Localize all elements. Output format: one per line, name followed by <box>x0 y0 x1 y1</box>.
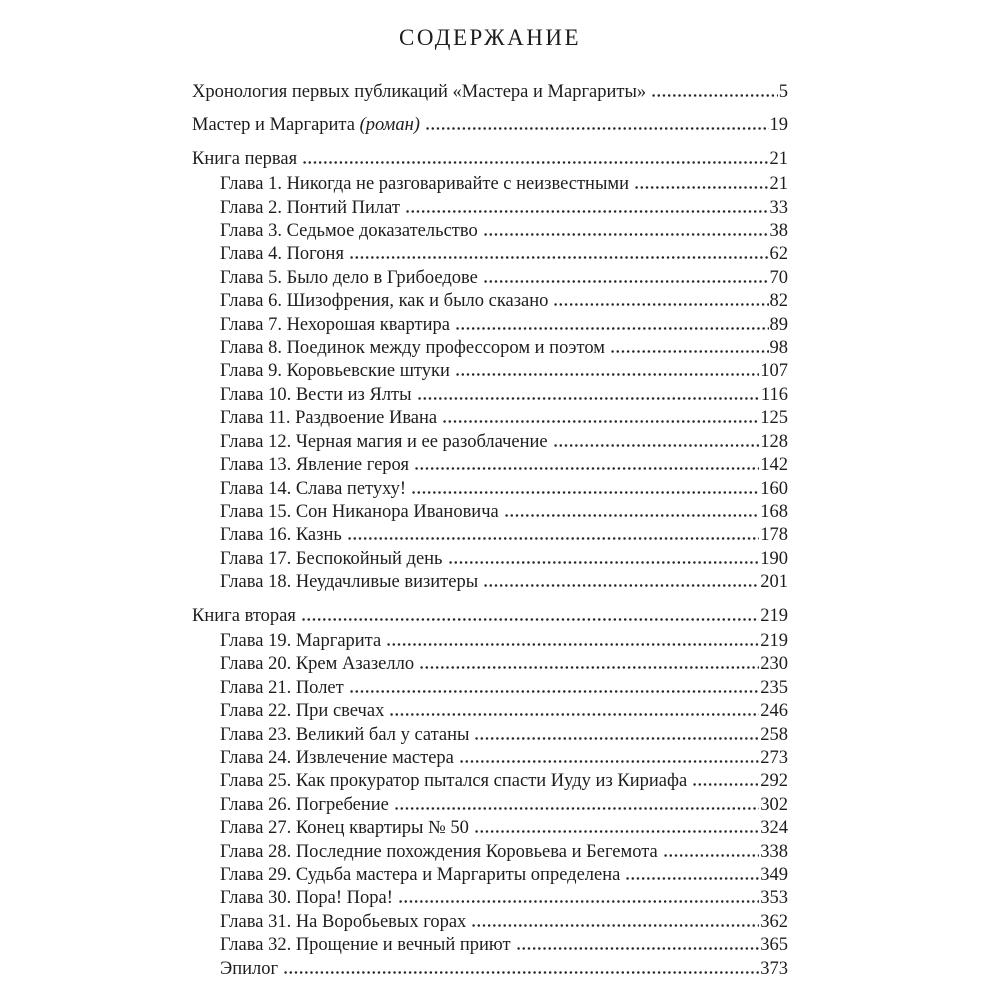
entry-title: Глава 11. Раздвоение Ивана <box>220 408 438 429</box>
entry-title: Глава 5. Было дело в Грибоедове <box>220 267 478 288</box>
toc-chapter-entry <box>192 220 788 243</box>
dot-leader <box>553 444 760 447</box>
entry-page-number: 107 <box>760 361 788 382</box>
toc-chapter-entry <box>192 911 788 934</box>
entry-page-number: 70 <box>769 267 788 288</box>
toc-chapter-entry <box>192 548 788 571</box>
entry-page-number: 292 <box>760 771 788 792</box>
entry-page-number: 82 <box>769 291 788 312</box>
entry-title: Глава 19. Маргарита <box>220 630 382 651</box>
toc-chapter-entry <box>192 524 788 547</box>
dot-leader <box>610 350 769 353</box>
dot-leader <box>389 713 759 716</box>
toc-chapter-entry <box>192 267 788 290</box>
entry-title: Глава 12. Черная магия и ее разоблачение <box>220 431 548 452</box>
toc-chapter-entry <box>192 841 788 864</box>
entry-page-number: 21 <box>769 174 788 195</box>
toc-section-entry <box>192 148 788 171</box>
entry-page-number: 353 <box>760 888 788 909</box>
entry-title: Мастер и Маргарита (роман) <box>192 115 420 136</box>
entry-page-number: 21 <box>769 148 788 169</box>
entry-page-number: 38 <box>769 221 788 242</box>
entry-title: Глава 3. Седьмое доказательство <box>220 221 478 242</box>
toc-chapter-entry <box>192 314 788 337</box>
dot-leader <box>692 783 759 786</box>
entry-title: Глава 27. Конец квартиры № 50 <box>220 818 469 839</box>
entry-title: Глава 10. Вести из Ялты <box>220 384 412 405</box>
entry-title: Глава 18. Неудачливые визитеры <box>220 572 479 593</box>
dot-leader <box>442 420 759 423</box>
entry-title: Глава 2. Понтий Пилат <box>220 197 400 218</box>
dot-leader <box>417 397 760 400</box>
dot-leader <box>553 303 768 306</box>
toc-chapter-entry <box>192 431 788 454</box>
entry-page-number: 273 <box>760 747 788 768</box>
toc-chapter-entry <box>192 770 788 793</box>
toc-chapter-entry <box>192 747 788 770</box>
dot-leader <box>625 877 759 880</box>
entry-title: Глава 22. При свечах <box>220 701 385 722</box>
entry-page-number: 349 <box>760 865 788 885</box>
toc-chapter-entry <box>192 958 788 981</box>
dot-leader <box>301 618 759 621</box>
dot-leader <box>283 971 759 974</box>
entry-page-number: 98 <box>769 338 788 359</box>
entry-page-number: 142 <box>760 455 788 476</box>
entry-title: Глава 21. Полет <box>220 677 344 698</box>
entry-title: Глава 15. Сон Никанора Ивановича <box>220 501 499 522</box>
toc-chapter-entry <box>192 454 788 477</box>
dot-leader <box>349 690 760 693</box>
dot-leader <box>448 561 760 564</box>
dot-leader <box>386 643 759 646</box>
toc-section-entry <box>192 114 788 137</box>
dot-leader <box>394 807 759 810</box>
entry-page-number: 258 <box>760 724 788 745</box>
entry-page-number: 201 <box>760 572 788 593</box>
entry-page-number: 62 <box>769 244 788 265</box>
entry-page-number: 178 <box>760 525 788 546</box>
dot-leader <box>347 537 759 540</box>
dot-leader <box>398 900 759 903</box>
toc-chapter-entry <box>192 887 788 910</box>
entry-page-number: 33 <box>769 197 788 218</box>
toc-section-entry <box>192 81 788 104</box>
entry-title: Глава 20. Крем Азазелло <box>220 654 415 675</box>
dot-leader <box>474 830 759 833</box>
toc-chapter-entry <box>192 700 788 723</box>
toc-chapter-entry <box>192 407 788 430</box>
toc-chapter-entry <box>192 501 788 524</box>
entry-page-number: 190 <box>760 548 788 569</box>
dot-leader <box>634 186 769 189</box>
entry-title: Глава 6. Шизофрения, как и было сказано <box>220 291 549 312</box>
dot-leader <box>483 280 769 283</box>
toc-chapter-entry <box>192 290 788 313</box>
entry-title: Глава 8. Поединок между профессором и поэтом <box>220 338 605 359</box>
toc-chapter-entry <box>192 864 788 887</box>
entry-title: Глава 16. Казнь <box>220 525 342 546</box>
entry-page-number: 5 <box>778 82 788 102</box>
dot-leader <box>504 514 760 517</box>
page-title: СОДЕРЖАНИЕ <box>398 25 581 50</box>
entry-title-italic: (роман) <box>354 115 420 136</box>
entry-page-number: 338 <box>760 841 788 862</box>
toc-chapter-entry <box>192 243 788 266</box>
entry-title: Глава 28. Последние похождения Коровьева и Бегемота <box>220 841 658 862</box>
entry-title: Глава 32. Прощение и вечный приют <box>220 935 511 956</box>
toc-chapter-entry <box>192 817 788 840</box>
entry-title: Глава 26. Погребение <box>220 794 389 815</box>
entry-page-number: 219 <box>760 605 788 626</box>
dot-leader <box>651 94 778 97</box>
dot-leader <box>455 327 769 330</box>
entry-title: Эпилог <box>220 958 279 979</box>
dot-leader <box>405 210 769 213</box>
entry-page-number: 230 <box>760 654 788 675</box>
entry-title: Глава 17. Беспокойный день <box>220 548 443 569</box>
dot-leader <box>483 233 769 236</box>
toc-section-entry <box>192 605 788 628</box>
toc-chapter-entry <box>192 337 788 360</box>
toc-chapter-entry <box>192 571 788 594</box>
dot-leader <box>474 737 759 740</box>
toc-chapter-entry <box>192 630 788 653</box>
toc-chapter-entry <box>192 360 788 383</box>
entry-page-number: 235 <box>760 677 788 698</box>
entry-title: Глава 25. Как прокуратор пытался спасти Иуду из Кириафа <box>220 771 688 792</box>
entry-page-number: 89 <box>769 314 788 335</box>
entry-page-number: 116 <box>760 384 788 405</box>
toc-chapter-entry <box>192 478 788 501</box>
dot-leader <box>425 127 769 130</box>
entry-page-number: 160 <box>760 478 788 499</box>
dot-leader <box>471 924 759 927</box>
toc-chapter-entry <box>192 173 788 196</box>
dot-leader <box>411 491 759 494</box>
entry-page-number: 246 <box>760 701 788 722</box>
entry-page-number: 362 <box>760 911 788 932</box>
entry-title: Глава 24. Извлечение мастера <box>220 747 454 768</box>
toc-chapter-entry <box>192 794 788 817</box>
toc-chapter-entry <box>192 653 788 676</box>
entry-page-number: 302 <box>760 794 788 815</box>
dot-leader <box>459 760 759 763</box>
dot-leader <box>483 584 759 587</box>
entry-page-number: 373 <box>760 958 788 979</box>
toc-chapter-entry <box>192 934 788 957</box>
dot-leader <box>455 373 759 376</box>
entry-title: Глава 1. Никогда не разговаривайте с неизвестными <box>220 174 629 195</box>
entry-page-number: 219 <box>760 630 788 651</box>
entry-page-number: 324 <box>760 818 788 839</box>
entry-title: Глава 13. Явление героя <box>220 455 409 476</box>
toc-chapter-entry <box>192 197 788 220</box>
toc-chapter-entry <box>192 724 788 747</box>
entry-title: Глава 4. Погоня <box>220 244 344 265</box>
entry-title: Хронология первых публикаций «Мастера и Маргариты» <box>192 82 647 102</box>
entry-page-number: 125 <box>760 408 788 429</box>
entry-title: Книга вторая <box>192 605 296 626</box>
entry-title: Глава 31. На Воробьевых горах <box>220 911 467 932</box>
dot-leader <box>349 256 769 259</box>
entry-title: Глава 7. Нехорошая квартира <box>220 314 450 335</box>
entry-title: Книга первая <box>192 148 298 169</box>
toc-list <box>192 81 788 981</box>
entry-title: Глава 14. Слава петуху! <box>220 478 407 499</box>
dot-leader <box>302 161 768 164</box>
dot-leader <box>663 854 760 857</box>
entry-page-number: 128 <box>760 431 788 452</box>
entry-page-number: 168 <box>760 501 788 522</box>
entry-title: Глава 29. Судьба мастера и Маргариты определена <box>220 865 621 885</box>
entry-title: Глава 30. Пора! Пора! <box>220 888 393 909</box>
toc-chapter-entry <box>192 677 788 700</box>
entry-page-number: 19 <box>769 115 788 136</box>
dot-leader <box>414 467 759 470</box>
dot-leader <box>516 947 760 950</box>
entry-title: Глава 9. Коровьевские штуки <box>220 361 450 382</box>
dot-leader <box>419 666 759 669</box>
toc-chapter-entry <box>192 384 788 407</box>
entry-title: Глава 23. Великий бал у сатаны <box>220 724 470 745</box>
entry-page-number: 365 <box>760 935 788 956</box>
